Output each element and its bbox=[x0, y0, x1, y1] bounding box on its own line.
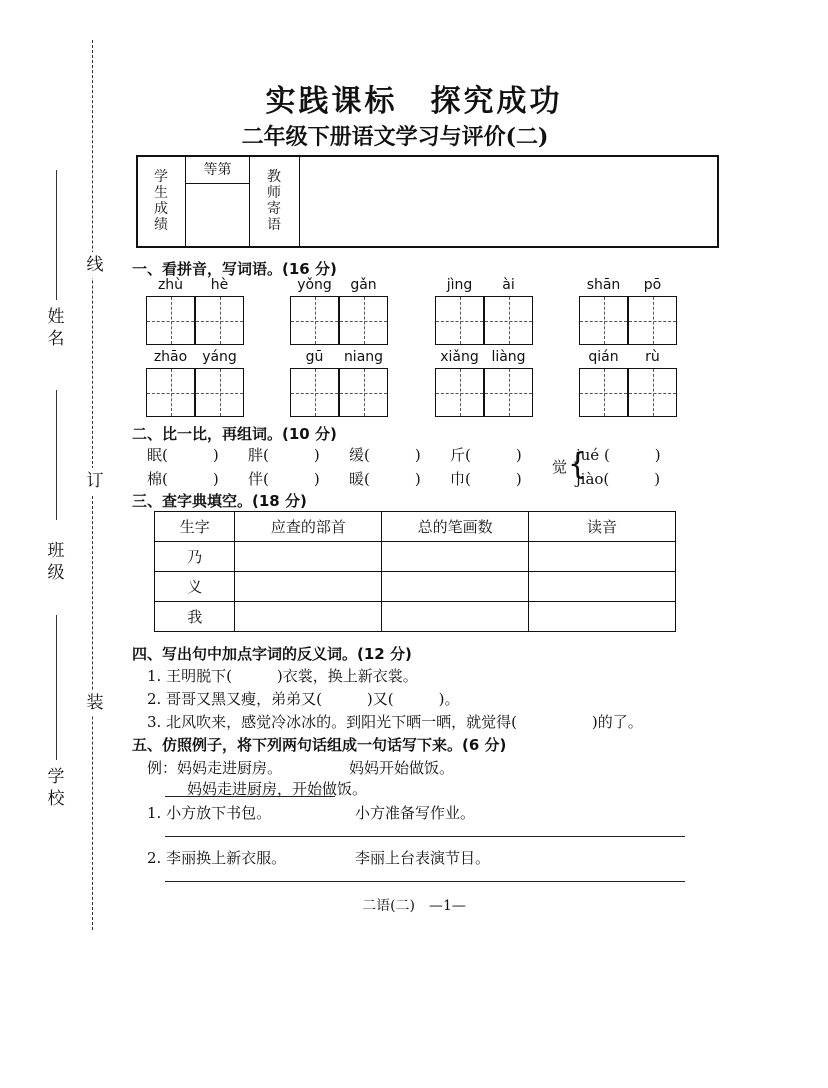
cut-mark-pack: 装 bbox=[84, 690, 106, 716]
pinyin: ài bbox=[502, 277, 515, 293]
pinyin: yǒng bbox=[297, 277, 332, 293]
pinyin: rù bbox=[645, 349, 660, 365]
question1-sentence-a: 1. 小方放下书包。 bbox=[147, 804, 272, 822]
writing-grid-box[interactable] bbox=[339, 368, 388, 417]
pinyin: gǎn bbox=[350, 277, 377, 293]
grade-label: 等第 bbox=[186, 157, 249, 184]
compare-item[interactable]: 暖( ) bbox=[349, 470, 421, 488]
table-cell-blank[interactable] bbox=[235, 542, 382, 572]
writing-grid-box[interactable] bbox=[290, 368, 339, 417]
polyphone-reading-2[interactable]: jiào( ) bbox=[576, 470, 661, 488]
writing-grid-box[interactable] bbox=[290, 296, 339, 345]
question2-sentence-b: 李丽上台表演节目。 bbox=[355, 849, 491, 867]
table-cell-blank[interactable] bbox=[235, 602, 382, 632]
dictionary-table bbox=[154, 511, 676, 632]
writing-grid-box[interactable] bbox=[146, 368, 195, 417]
name-label: 姓名 bbox=[47, 307, 65, 349]
writing-grid-box[interactable] bbox=[484, 368, 533, 417]
pinyin: gū bbox=[305, 349, 324, 365]
pinyin: pō bbox=[643, 277, 662, 293]
table-cell-blank[interactable] bbox=[529, 602, 676, 632]
question1-sentence-b: 小方准备写作业。 bbox=[355, 804, 476, 822]
table-header: 生字 bbox=[155, 512, 235, 542]
writing-grid-box[interactable] bbox=[628, 296, 677, 345]
example-sentence-b: 妈妈开始做饭。 bbox=[349, 759, 455, 777]
compare-item[interactable]: 伴( ) bbox=[248, 470, 320, 488]
writing-grid-box[interactable] bbox=[579, 368, 628, 417]
compare-item[interactable]: 眠( ) bbox=[147, 446, 219, 464]
section4-heading: 四、写出句中加点字词的反义词。(12 分) bbox=[132, 645, 412, 663]
school-write-line[interactable] bbox=[56, 615, 57, 760]
teacher-comment-area[interactable] bbox=[300, 157, 717, 246]
compare-item[interactable]: 巾( ) bbox=[450, 470, 522, 488]
name-write-line[interactable] bbox=[56, 170, 57, 300]
compare-item[interactable]: 棉( ) bbox=[147, 470, 219, 488]
school-label: 学校 bbox=[47, 767, 65, 809]
writing-grid-box[interactable] bbox=[484, 296, 533, 345]
answer-line-1[interactable] bbox=[165, 836, 685, 837]
pinyin: xiǎng bbox=[440, 349, 479, 365]
table-cell-blank[interactable] bbox=[382, 602, 529, 632]
table-header: 读音 bbox=[529, 512, 676, 542]
pinyin: yáng bbox=[202, 349, 237, 365]
writing-grid-box[interactable] bbox=[579, 296, 628, 345]
pinyin: shān bbox=[586, 277, 621, 293]
table-header: 总的笔画数 bbox=[382, 512, 529, 542]
writing-grid-box[interactable] bbox=[195, 368, 244, 417]
polyphone-reading-1[interactable]: jué ( ) bbox=[576, 446, 661, 464]
brace-icon: { bbox=[568, 447, 588, 482]
section3-heading: 三、查字典填空。(18 分) bbox=[132, 492, 307, 510]
table-cell-char: 义 bbox=[155, 572, 235, 602]
pinyin: zhāo bbox=[153, 349, 188, 365]
pinyin: niang bbox=[343, 349, 384, 365]
example-answer: 妈妈走进厨房，开始做饭。 bbox=[187, 780, 368, 798]
cut-mark-line: 线 bbox=[84, 252, 106, 278]
teacher-comment-label-cell bbox=[250, 157, 300, 246]
table-cell-char: 我 bbox=[155, 602, 235, 632]
example-sentence-a: 例：妈妈走进厨房。 bbox=[147, 759, 283, 777]
writing-grid-box[interactable] bbox=[435, 368, 484, 417]
pinyin: zhù bbox=[157, 277, 184, 293]
answer-line-2[interactable] bbox=[165, 881, 685, 882]
table-row bbox=[155, 602, 676, 632]
writing-grid-box[interactable] bbox=[628, 368, 677, 417]
class-label: 班级 bbox=[47, 541, 65, 583]
table-header-row bbox=[155, 512, 676, 542]
pinyin: hè bbox=[210, 277, 229, 293]
table-cell-blank[interactable] bbox=[529, 572, 676, 602]
polyphone-char: 觉 bbox=[552, 458, 568, 476]
writing-grid-box[interactable] bbox=[435, 296, 484, 345]
antonym-item[interactable]: 1. 王明脱下( )衣裳，换上新衣裳。 bbox=[147, 667, 418, 685]
section2-heading: 二、比一比，再组词。(10 分) bbox=[132, 425, 337, 443]
table-row bbox=[155, 542, 676, 572]
page-footer: 二语(二) —1— bbox=[362, 898, 466, 914]
score-box bbox=[136, 155, 719, 248]
antonym-item[interactable]: 3. 北风吹来，感觉冷冰冰的。到阳光下晒一晒，就觉得( )的了。 bbox=[147, 713, 643, 731]
section5-heading: 五、仿照例子，将下列两句话组成一句话写下来。(6 分) bbox=[132, 736, 507, 754]
pinyin: jìng bbox=[446, 277, 473, 293]
student-score-label: 学生成绩 bbox=[154, 169, 168, 233]
writing-grid-box[interactable] bbox=[339, 296, 388, 345]
writing-grid-box[interactable] bbox=[195, 296, 244, 345]
compare-item[interactable]: 斤( ) bbox=[450, 446, 522, 464]
pinyin: qián bbox=[588, 349, 619, 365]
table-cell-char: 乃 bbox=[155, 542, 235, 572]
teacher-label: 教师寄语 bbox=[267, 169, 281, 233]
section1-heading: 一、看拼音，写词语。(16 分) bbox=[132, 260, 337, 278]
page-subtitle: 二年级下册语文学习与评价(二) bbox=[241, 124, 549, 150]
table-header: 应查的部首 bbox=[235, 512, 382, 542]
page-title: 实践课标 探究成功 bbox=[265, 84, 563, 119]
table-cell-blank[interactable] bbox=[529, 542, 676, 572]
class-write-line[interactable] bbox=[56, 390, 57, 520]
grade-cell[interactable] bbox=[186, 157, 250, 246]
pinyin: liàng bbox=[491, 349, 526, 365]
question2-sentence-a: 2. 李丽换上新衣服。 bbox=[147, 849, 287, 867]
compare-item[interactable]: 缓( ) bbox=[349, 446, 421, 464]
table-cell-blank[interactable] bbox=[235, 572, 382, 602]
example-underline bbox=[165, 796, 335, 797]
cut-mark-bind: 订 bbox=[84, 468, 106, 494]
antonym-item[interactable]: 2. 哥哥又黑又瘦，弟弟又( )又( )。 bbox=[147, 690, 460, 708]
table-cell-blank[interactable] bbox=[382, 572, 529, 602]
student-score-cell bbox=[138, 157, 186, 246]
compare-item[interactable]: 胖( ) bbox=[248, 446, 320, 464]
writing-grid-box[interactable] bbox=[146, 296, 195, 345]
table-row bbox=[155, 572, 676, 602]
table-cell-blank[interactable] bbox=[382, 542, 529, 572]
